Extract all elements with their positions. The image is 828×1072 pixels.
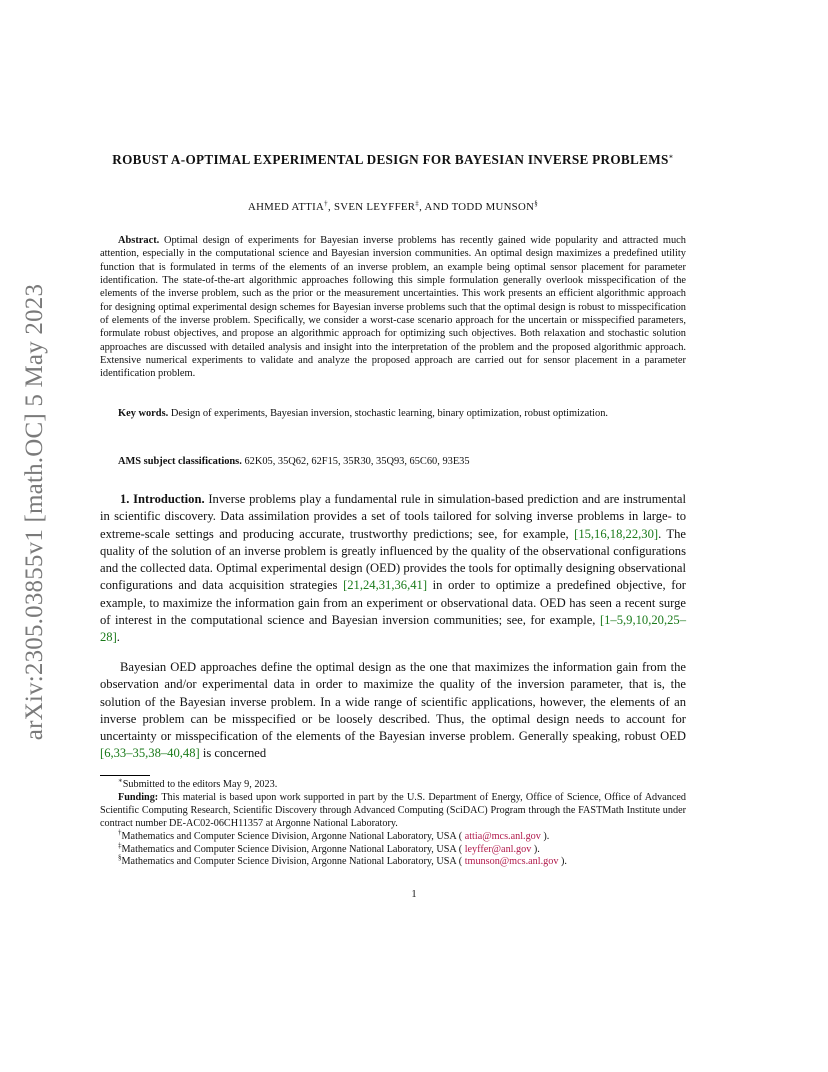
citation-link[interactable]: [21,24,31,36,41] [343,578,428,593]
footnote-funding: Funding: This material is based upon work supported in part by the U.S. Department of Energy, Office of Science, Office of Advanced Scientific Computing Research, Scientific Discovery through Advanced Computing (SciDAC) Program through the FASTMath Institute under contract number DE-AC02-06CH11357 at Argonne National Laboratory. [100,791,686,829]
footnote-divider [100,775,150,776]
abstract [100,234,686,381]
arxiv-sidebar-stamp [22,262,48,762]
ams-codes: 62K05, 35Q62, 62F15, 35R30, 35Q93, 65C60, 93E35 [244,456,470,467]
paper-title: ROBUST A-OPTIMAL EXPERIMENTAL DESIGN FOR BAYESIAN INVERSE PROBLEMS∗ [112,152,674,167]
author-name: SVEN LEYFFER [333,201,416,213]
keywords [100,407,686,420]
citation-link[interactable]: [6,33–35,38–40,48] [100,746,200,761]
footnotes [100,776,686,869]
ams-heading: AMS subject classifications. [118,456,242,467]
intro-paragraph-1: 1. Introduction. Inverse problems play a fundamental rule in simulation-based prediction and are instrumental in scientific discovery. Data assimilation provides a set of tools tailored for solving inverse problems in large- to extreme-scale settings and producing accurate, trustworthy predictions; see, for example, [15,16,18,22,30]. The quality of the solution of an inverse problem is greatly influenced by the quality of the observational configurations and the collected data. Optimal experimental design (OED) provides the tools for optimally designing observational configurations and data acquisition strategies [21,24,31,36,41] in order to optimize a predefined objective, for example, to maximize the information gain from an experiment or observational data. OED has seen a recent surge of interest in the computational science and Bayesian inversion communities; see, for example, [1–5,9,10,20,25–28]. [100,492,686,645]
abstract-heading: Abstract. [118,235,160,246]
citation-link[interactable]: [15,16,18,22,30] [574,526,659,541]
section-heading: 1. Introduction. [120,492,205,506]
footnote-affiliation-munson: §Mathematics and Computer Science Division, Argonne National Laboratory, USA ( tmunson@mcs.anl.gov ). [118,854,567,868]
author-list: AHMED ATTIA†, SVEN LEYFFER‡, AND TODD MUNSON§ [247,199,538,213]
author-name: TODD MUNSON [451,201,535,213]
title-footnote-mark: ∗ [668,152,674,161]
email-link[interactable]: attia@mcs.anl.gov [464,830,541,842]
footnote-submitted: ∗Submitted to the editors May 9, 2023. [118,776,278,790]
ams-classifications [100,455,686,468]
arxiv-identifier: arXiv:2305.03855v1 [math.OC] 5 May 2023 [21,283,48,741]
page-number: 1 [411,889,417,900]
keywords-text: Design of experiments, Bayesian inversion, stochastic learning, binary optimization, robust optimization. [170,408,609,419]
abstract-text: Optimal design of experiments for Bayesian inverse problems has recently gained wide popularity and attracted much attention, especially in the computational science and Bayesian inversion communities. An optimal design maximizes a predefined utility function that is formulated in terms of the elements of an inverse problem, an example being optimal sensor placement for parameter identification. The state-of-the-art algorithmic approaches following this simple formulation generally overlook misspecification of the elements of the inverse problem, such as the prior or the measurement uncertainties. This work presents an efficient algorithmic approach for designing optimal experimental design schemes for Bayesian inverse problems such that the optimal design is robust to misspecification of elements of the inverse problem. Specifically, we consider a worst-case scenario approach for the uncertain or misspecified parameters, formulate robust objectives, and propose an algorithmic approach for optimizing such objectives. Both relaxation and stochastic solution approaches are discussed with detailed analysis and insight into the interpretation of the problem and the proposed algorithmic approach. Extensive numerical experiments to validate and analyze the proposed approach are carried out for sensor placement in a parameter identification problem. [100,235,686,380]
intro-paragraph-2: Bayesian OED approaches define the optimal design as the one that maximizes the information gain from the observation and/or experimental data in order to maximize the quality of the inversion parameter, that is, the solution of the Bayesian inverse problem. In a wide range of scientific applications, however, the elements of an inverse problem can be misspecified or be loosely described. Thus, the optimal design needs to account for uncertainty or misspecification of the elements of the Bayesian inverse problem. Generally speaking, robust OED [6,33–35,38–40,48] is concerned [100,660,686,761]
keywords-heading: Key words. [118,408,169,419]
author-name: AHMED ATTIA [247,201,325,213]
footnote-affiliation-leyffer: ‡Mathematics and Computer Science Division, Argonne National Laboratory, USA ( leyffer@anl.gov ). [118,841,540,855]
email-link[interactable]: leyffer@anl.gov [464,843,532,855]
citation-link[interactable]: [1–5,9,10,20,25–28] [100,613,686,645]
email-link[interactable]: tmunson@mcs.anl.gov [464,856,559,868]
footnote-affiliation-attia: †Mathematics and Computer Science Division, Argonne National Laboratory, USA ( attia@mcs.anl.gov ). [118,828,550,842]
